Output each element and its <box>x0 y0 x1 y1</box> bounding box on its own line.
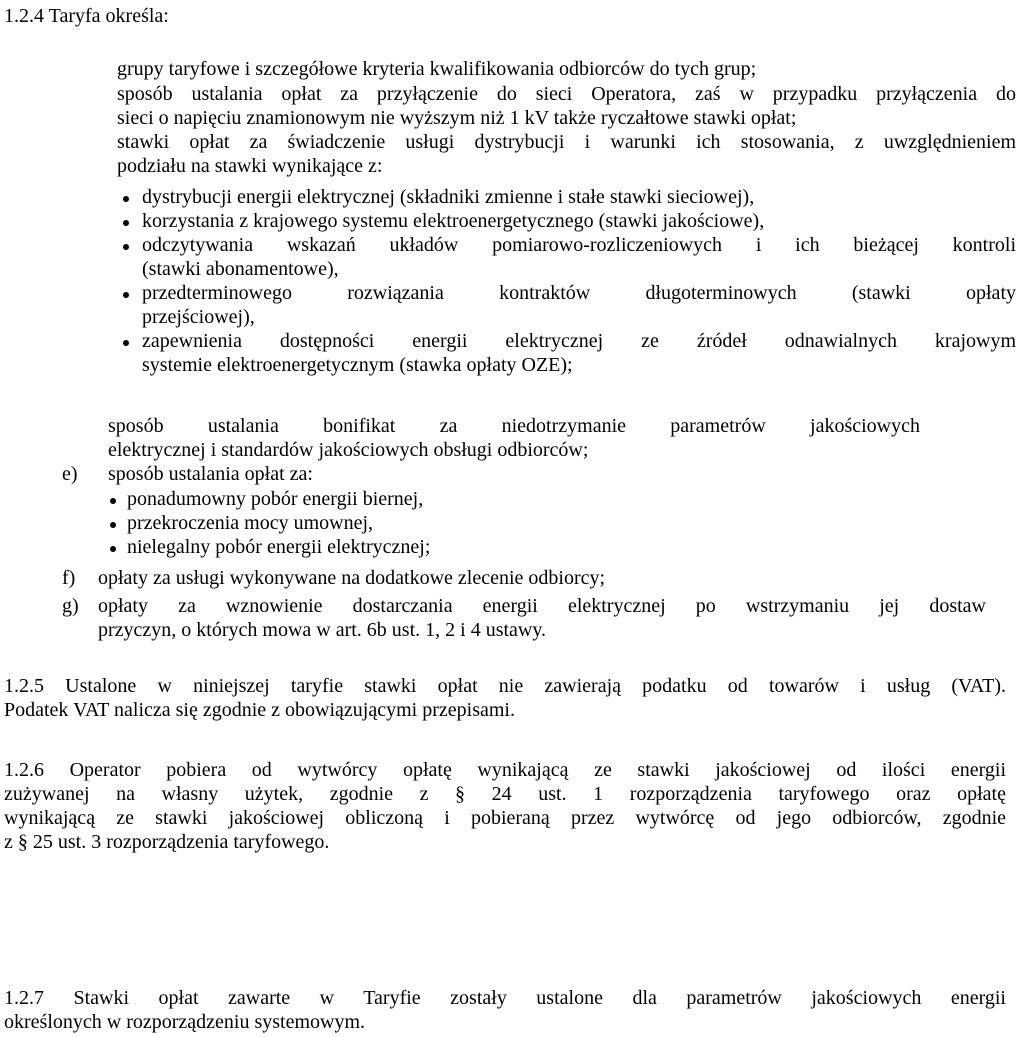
item-c-line-1: stawki opłat za świadczenie usługi dystrybucji i warunki ich stosowania, z uwzględnieniem <box>117 131 1016 153</box>
c-bullet-1: dystrybucji energii elektrycznej (składniki zmienne i stałe stawki sieciowej), <box>142 186 755 208</box>
item-b-line-1: sposób ustalania opłat za przyłączenie do sieci Operatora, zaś w przypadku przyłączenia do <box>117 83 1016 105</box>
section-1-2-6-line-1: 1.2.6 Operator pobiera od wytwórcy opłatę wynikającą ze stawki jakościowej od ilości energii <box>4 759 1006 781</box>
section-heading-1-2-4: 1.2.4 Taryfa określa: <box>4 5 169 27</box>
bullet-dot-icon <box>110 522 116 528</box>
section-1-2-7-line-1: 1.2.7 Stawki opłat zawarte w Taryfie zostały ustalone dla parametrów jakościowych energii <box>4 987 1006 1009</box>
item-g-marker: g) <box>62 595 79 617</box>
item-e-marker: e) <box>62 463 78 485</box>
item-f-marker: f) <box>62 567 76 589</box>
item-c-line-2: podziału na stawki wynikające z: <box>117 155 383 177</box>
c-bullet-4-line-1: przedterminowego rozwiązania kontraktów długoterminowych (stawki opłaty <box>142 282 1016 304</box>
c-bullet-2: korzystania z krajowego systemu elektroenergetycznego (stawki jakościowe), <box>142 210 765 232</box>
item-g-line-1: opłaty za wznowienie dostarczania energii elektrycznej po wstrzymaniu jej dostaw <box>98 595 986 617</box>
item-b-line-2: sieci o napięciu znamionowym nie wyższym niż 1 kV także ryczałtowe stawki opłat; <box>117 107 797 129</box>
c-bullet-5-line-1: zapewnienia dostępności energii elektrycznej ze źródeł odnawialnych krajowym <box>142 330 1016 352</box>
e-bullet-3: nielegalny pobór energii elektrycznej; <box>127 536 431 558</box>
item-g-line-2: przyczyn, o których mowa w art. 6b ust. 1, 2 i 4 ustawy. <box>98 619 547 641</box>
item-a-text: grupy taryfowe i szczegółowe kryteria kwalifikowania odbiorców do tych grup; <box>117 58 757 80</box>
bullet-dot-icon <box>123 244 129 250</box>
section-1-2-5-line-1: 1.2.5 Ustalone w niniejszej taryfie stawki opłat nie zawierają podatku od towarów i usług (VAT). <box>4 675 1006 697</box>
e-bullet-1: ponadumowny pobór energii biernej, <box>127 488 424 510</box>
bullet-dot-icon <box>123 292 129 298</box>
section-1-2-6-line-3: wynikającą ze stawki jakościowej obliczoną i pobieraną przez wytwórcę od jego odbiorców, zgodnie <box>4 807 1006 829</box>
c-bullet-4-line-2: przejściowej), <box>142 306 255 328</box>
bullet-dot-icon <box>110 498 116 504</box>
section-1-2-6-line-4: z § 25 ust. 3 rozporządzenia taryfowego. <box>4 831 330 853</box>
bullet-dot-icon <box>123 196 129 202</box>
c-bullet-5-line-2: systemie elektroenergetycznym (stawka opłaty OZE); <box>142 354 573 376</box>
section-1-2-5-line-2: Podatek VAT nalicza się zgodnie z obowiązującymi przepisami. <box>4 699 515 721</box>
bullet-dot-icon <box>123 220 129 226</box>
bullet-dot-icon <box>110 546 116 552</box>
e-bullet-2: przekroczenia mocy umownej, <box>127 512 374 534</box>
c-bullet-3-line-2: (stawki abonamentowe), <box>142 258 339 280</box>
item-f-text: opłaty za usługi wykonywane na dodatkowe zlecenie odbiorcy; <box>98 567 606 589</box>
bullet-dot-icon <box>123 340 129 346</box>
item-d-line-2: elektrycznej i standardów jakościowych obsługi odbiorców; <box>108 439 589 461</box>
item-e-text: sposób ustalania opłat za: <box>108 463 313 485</box>
section-1-2-7-line-2: określonych w rozporządzeniu systemowym. <box>4 1011 366 1033</box>
item-d-line-1: sposób ustalania bonifikat za niedotrzymanie parametrów jakościowych <box>108 415 920 437</box>
c-bullet-3-line-1: odczytywania wskazań układów pomiarowo-rozliczeniowych i ich bieżącej kontroli <box>142 234 1016 256</box>
section-1-2-6-line-2: zużywanej na własny użytek, zgodnie z § 24 ust. 1 rozporządzenia taryfowego oraz opłatę <box>4 783 1006 805</box>
